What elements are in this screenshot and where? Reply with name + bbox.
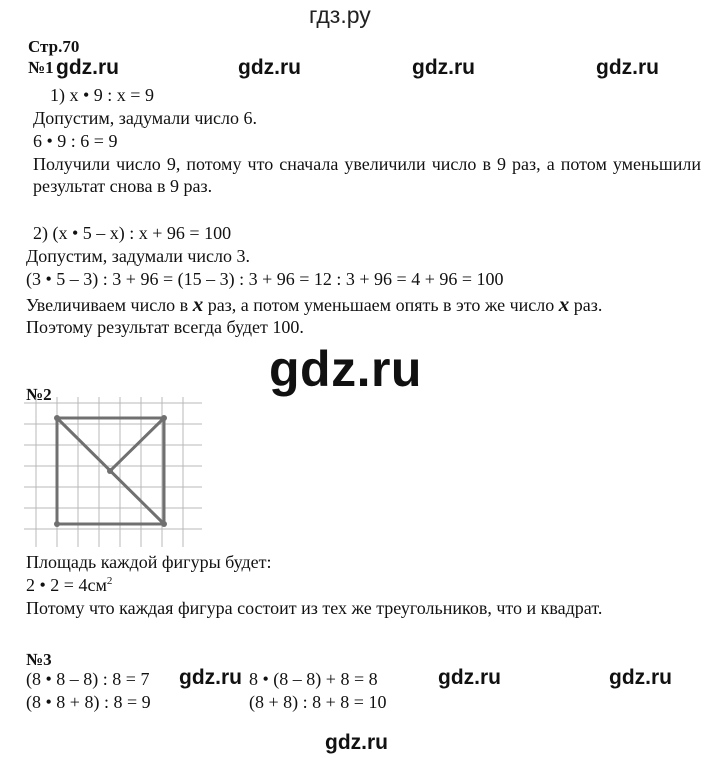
watermark: gdz.ru xyxy=(325,731,388,754)
task-1-item-1-expression: 1) x • 9 : x = 9 xyxy=(50,85,154,105)
task-1-item-2-conclusion: Поэтому результат всегда будет 100. xyxy=(26,317,304,337)
task-2-label: №2 xyxy=(26,385,52,404)
watermark: gdz.ru xyxy=(609,666,672,689)
area-exponent: 2 xyxy=(106,575,113,587)
area-value: 2 • 2 = 4см xyxy=(26,575,107,595)
grid-figure xyxy=(24,397,202,547)
site-header: гдз.ру xyxy=(309,2,371,28)
task-2-area-title: Площадь каждой фигуры будет: xyxy=(26,552,272,572)
variable-x: x xyxy=(192,292,204,316)
explanation-part: Увеличиваем число в xyxy=(26,295,193,315)
task-1-item-1-explanation: Получили число 9, потому что сначала увеличили число в 9 раз, а потом уменьшили результат снова в 9 раз. xyxy=(33,154,701,196)
task-2-area-calc xyxy=(26,574,112,596)
watermark: gdz.ru xyxy=(179,666,242,689)
task-1-item-2-expression: 2) (x • 5 – x) : x + 96 = 100 xyxy=(33,223,232,243)
watermark-large: gdz.ru xyxy=(269,341,422,397)
task-3-equation-3: 8 • (8 – 8) + 8 = 8 xyxy=(249,669,378,689)
task-1-item-2-explanation xyxy=(26,293,701,316)
variable-x: x xyxy=(558,292,570,316)
watermark: gdz.ru xyxy=(438,666,501,689)
task-1-label: №1 xyxy=(28,58,54,77)
task-3-equation-2: (8 • 8 + 8) : 8 = 9 xyxy=(26,692,151,712)
task-1-item-2-calculation: (3 • 5 – 3) : 3 + 96 = (15 – 3) : 3 + 96 = 12 : 3 + 96 = 4 + 96 = 100 xyxy=(26,269,504,289)
task-3-label: №3 xyxy=(26,650,52,669)
task-1-item-2-assumption: Допустим, задумали число 3. xyxy=(26,246,250,266)
task-3-equation-1: (8 • 8 – 8) : 8 = 7 xyxy=(26,669,150,689)
task-3-equation-4: (8 + 8) : 8 + 8 = 10 xyxy=(249,692,387,712)
watermark: gdz.ru xyxy=(412,56,475,79)
task-1-item-1-assumption: Допустим, задумали число 6. xyxy=(33,108,257,128)
task-2-explanation: Потому что каждая фигура состоит из тех же треугольников, что и квадрат. xyxy=(26,598,603,618)
watermark: gdz.ru xyxy=(56,56,119,79)
explanation-part: раз. xyxy=(569,295,603,315)
watermark: gdz.ru xyxy=(238,56,301,79)
page-reference: Стр.70 xyxy=(28,37,80,56)
watermark: gdz.ru xyxy=(596,56,659,79)
explanation-part: раз, а потом уменьшаем опять в это же число xyxy=(203,295,559,315)
task-1-item-1-calculation: 6 • 9 : 6 = 9 xyxy=(33,131,118,151)
